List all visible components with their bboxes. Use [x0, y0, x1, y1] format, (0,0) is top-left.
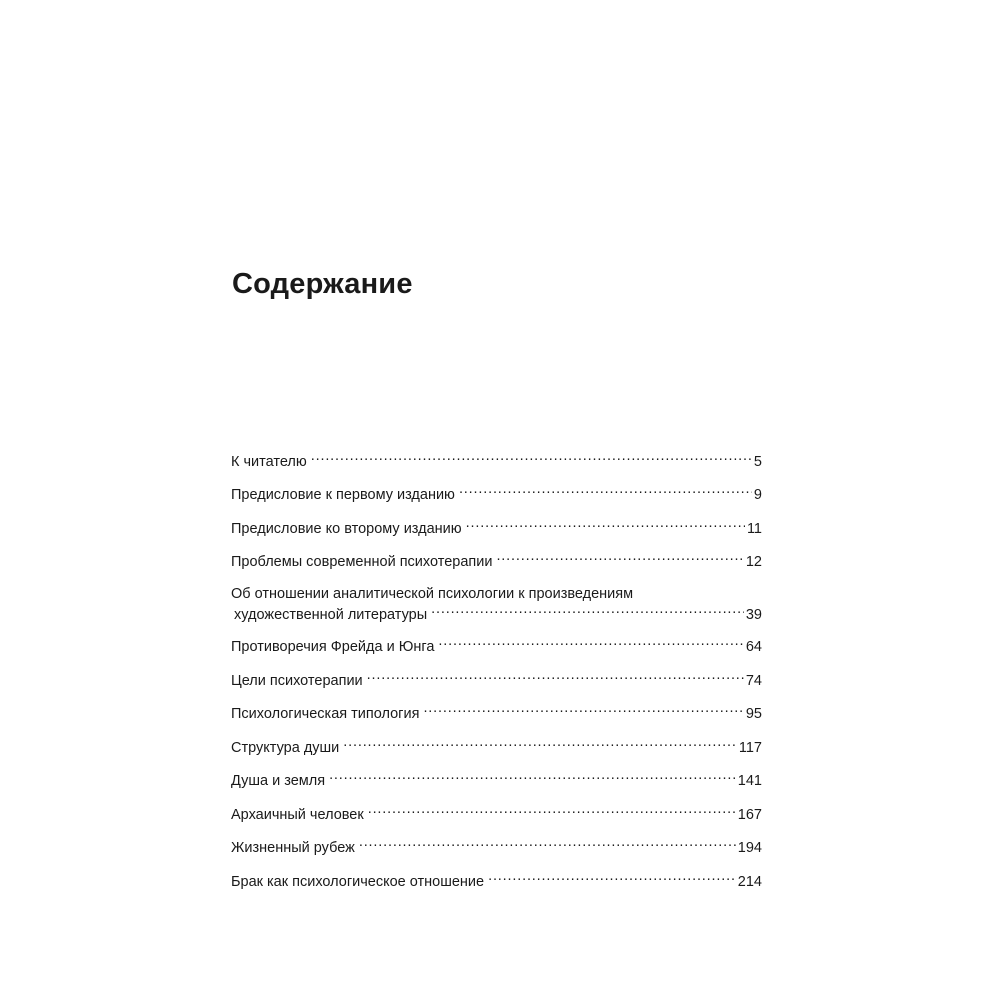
toc-entry-page: 12 [745, 554, 762, 570]
dot-leader [311, 451, 752, 466]
toc-entry [231, 451, 762, 472]
toc-entry [231, 518, 762, 539]
toc-entry [231, 704, 762, 725]
toc-entry-title: художественной литературы [234, 606, 428, 623]
dot-leader [367, 670, 744, 685]
dot-leader [431, 604, 744, 619]
toc-entry-title: Предисловие к первому изданию [231, 487, 455, 503]
toc-entry-page: 11 [746, 520, 762, 537]
toc-entry-title: Проблемы современной психотерапии [231, 554, 493, 570]
toc-entry-page: 39 [745, 606, 762, 623]
dot-leader [423, 704, 743, 719]
toc-entry-page: 9 [753, 487, 762, 503]
toc-entry-page: 167 [737, 806, 762, 823]
toc-entry [231, 552, 762, 573]
toc-entry [231, 737, 762, 758]
toc-entry-title: К читателю [231, 453, 307, 470]
toc-entry [231, 485, 762, 506]
toc-entry-title: Предисловие ко второму изданию [231, 520, 462, 537]
toc-entry-page: 117 [738, 739, 762, 756]
dot-leader [343, 737, 737, 752]
dot-leader [488, 871, 736, 886]
toc-entry-title: Брак как психологическое отношение [231, 873, 485, 890]
toc-entry [231, 637, 762, 658]
toc-entry [231, 838, 762, 859]
toc-entry [231, 585, 762, 625]
toc-entry-page: 5 [753, 453, 762, 470]
toc-entry-title: Структура души [231, 739, 340, 756]
toc-entry [231, 771, 762, 792]
toc-entry-page: 64 [745, 639, 762, 655]
toc-entry-page: 74 [745, 672, 762, 689]
toc-entry [231, 804, 762, 825]
toc-entry [231, 670, 762, 691]
dot-leader [359, 838, 736, 853]
toc-entry-title: Цели психотерапии [231, 672, 363, 689]
toc-entry [231, 871, 762, 892]
table-of-contents [231, 451, 762, 905]
dot-leader [466, 518, 745, 533]
dot-leader [329, 771, 736, 786]
dot-leader [438, 637, 743, 652]
toc-entry-title: Противоречия Фрейда и Юнга [231, 639, 435, 655]
toc-entry-page: 194 [737, 840, 762, 856]
toc-entry-title: Архаичный человек [231, 806, 364, 823]
dot-leader [368, 804, 736, 819]
dot-leader [496, 552, 743, 567]
page-title: Содержание [232, 268, 413, 300]
toc-entry-page: 95 [745, 706, 762, 722]
toc-entry-title: Жизненный рубеж [231, 840, 355, 856]
toc-entry-title: Душа и земля [231, 773, 326, 789]
toc-entry-title-line1: Об отношении аналитической психологии к произведениям [231, 586, 634, 602]
dot-leader [459, 485, 752, 500]
toc-entry-page: 141 [737, 773, 762, 789]
toc-entry-page: 214 [737, 873, 762, 890]
toc-entry-title: Психологическая типология [231, 706, 420, 722]
